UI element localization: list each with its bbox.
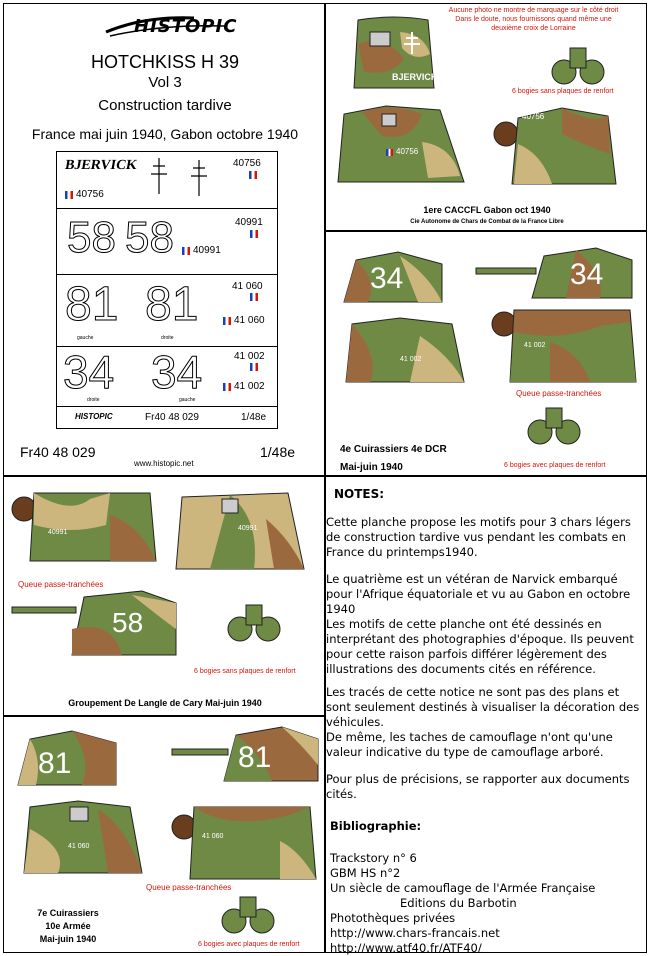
roundel-flag — [223, 317, 231, 325]
tank-front-view — [170, 801, 320, 883]
notes-paragraph: Le quatrième est un vétéran de Narvick embarqué pour l'Afrique équatoriale et vu au Gabon en octobre 1940 — [326, 572, 631, 616]
bibliography-item: GBM HS n°2 — [330, 866, 401, 880]
unit-title: 1ere CACCFL Gabon oct 1940 — [423, 205, 551, 215]
roundel-flag — [223, 383, 231, 391]
sheet-row-3 — [57, 274, 277, 347]
bogies-caption: 6 bogies avec plaques de renfort — [504, 462, 606, 469]
bogie-icon — [224, 601, 284, 645]
sheet-scale: 1/48e — [241, 412, 267, 423]
roundel-flag — [386, 149, 393, 156]
roundel-flag — [250, 230, 258, 238]
website-url: www.histopic.net — [134, 459, 194, 468]
sheet-footer — [57, 406, 277, 429]
roundel-flag — [250, 293, 258, 301]
serial-code: 41 002 — [234, 381, 265, 392]
unit-title: 4e Cuirassiers 4e DCR — [340, 444, 447, 455]
notes-body — [326, 515, 646, 802]
bibliography-item: Photothèques privées — [330, 911, 456, 925]
roundel-flag — [250, 363, 258, 371]
lorraine-cross-icon — [149, 158, 169, 194]
unit-title: Groupement De Langle de Cary Mai-juin 1940 — [68, 698, 262, 708]
sheet-ref: Fr40 48 029 — [145, 412, 199, 423]
turret-number: 34 — [570, 258, 604, 291]
notes-panel — [325, 476, 647, 953]
tank-rear-view — [332, 102, 472, 186]
turret-number-outline: 58 — [67, 213, 116, 262]
tank-rear-view — [10, 485, 160, 565]
langle-panel — [3, 476, 325, 716]
lorraine-cross-icon — [189, 160, 209, 196]
serial-code: 41 060 — [202, 833, 224, 840]
turret-number: 81 — [238, 741, 272, 774]
turret-number: 34 — [370, 262, 404, 295]
serial-code: 41 060 — [234, 315, 265, 326]
note-line: Aucune photo ne montre de marquage sur le côté droit — [448, 7, 619, 14]
serial-code: 40756 — [233, 158, 261, 169]
sheet-logo: HISTOPIC — [75, 412, 113, 421]
sheet-row-1 — [57, 152, 277, 208]
unit-line: Mai-juin 1940 — [39, 934, 97, 944]
turret-number-outline: 81 — [145, 278, 199, 331]
serial-code: 40991 — [235, 217, 263, 228]
unit-subtitle: Cie Autonome de Chars de Combat de la France Libre — [410, 219, 564, 225]
serial-code: 40756 — [396, 147, 419, 156]
cuir7-panel — [3, 716, 325, 953]
logo-text: HISTOPIC — [134, 16, 238, 37]
bogies-caption: 6 bogies avec plaques de renfort — [198, 941, 300, 948]
serial-code: 41 060 — [68, 843, 90, 850]
page-title: HOTCHKISS H 39 — [90, 52, 240, 72]
bjervick-name: BJERVICK — [63, 158, 139, 173]
tank-side-view-gun — [12, 589, 182, 659]
queue-caption: Queue passe-tranchées — [516, 389, 602, 398]
bibliography-link[interactable]: http://www.atf40.fr/ATF40/ — [330, 941, 482, 955]
notes-heading: NOTES: — [334, 487, 385, 501]
queue-caption: Queue passe-tranchées — [146, 883, 232, 892]
dates-label: France mai juin 1940, Gabon octobre 1940 — [31, 126, 299, 142]
bibliography-heading: Bibliographie: — [330, 819, 422, 833]
cuir4-panel — [325, 231, 647, 476]
bogie-icon — [548, 44, 608, 88]
notes-paragraph: Pour plus de précisions, se rapporter aux documents cités. — [326, 772, 630, 801]
unit-line: 10e Armée — [45, 921, 91, 931]
turret-number-outline: 34 — [151, 346, 203, 398]
notes-paragraph: De même, les taches de camouflage n'ont qu'une valeur indicative du type de camouflage arboré. — [326, 730, 613, 759]
bogie-icon — [524, 404, 584, 448]
unit-date: Mai-juin 1940 — [340, 462, 403, 473]
title-panel — [3, 3, 325, 476]
queue-caption: Queue passe-tranchées — [18, 580, 104, 589]
bibliography-link[interactable]: http://www.chars-francais.net — [330, 926, 500, 940]
roundel-flag — [182, 247, 190, 255]
bibliography-list — [330, 851, 646, 956]
unit-title — [18, 907, 118, 946]
tank-rear-view — [18, 799, 148, 877]
sheet-row-4 — [57, 346, 277, 407]
roundel-flag — [249, 171, 257, 179]
turret-number-outline: 34 — [63, 346, 115, 398]
notes-paragraph: Cette planche propose les motifs pour 3 chars légers de construction tardive vus pendant les combats en France du printemps1940. — [326, 515, 631, 559]
bibliography-item: Un siècle de camouflage de l'Armée Française — [330, 881, 596, 895]
serial-code: 40991 — [48, 529, 68, 536]
sheet-row-2 — [57, 208, 277, 275]
serial-code: 41 002 — [234, 351, 265, 362]
product-ref: Fr40 48 029 — [20, 444, 96, 460]
roundel-flag — [65, 191, 73, 199]
tank-rear-view — [340, 316, 470, 386]
serial-code: 40991 — [193, 245, 221, 256]
turret-number: 81 — [38, 747, 72, 780]
turret-number-outline: 81 — [65, 278, 119, 331]
unit-line: 7e Cuirassiers — [37, 908, 99, 918]
note-line: deuxième croix de Lorraine — [491, 25, 576, 32]
serial-code: 40991 — [238, 525, 258, 532]
side-label: gauche — [179, 397, 196, 403]
bibliography-item: Editions du Barbotin — [400, 896, 517, 910]
serial-code: 41 060 — [232, 281, 263, 292]
tank-side-view-gun — [476, 246, 636, 302]
bogie-icon — [218, 893, 278, 937]
decal-sheet — [56, 151, 278, 429]
serial-code: 41 002 — [524, 342, 546, 349]
product-scale: 1/48e — [260, 444, 296, 460]
histopic-logo — [104, 10, 238, 40]
notes-paragraph: Les tracés de cette notice ne sont pas des plans et sont seulement destinés à visualiser la décoration des véhicules. — [326, 685, 640, 729]
side-label: droite — [87, 397, 100, 403]
gabon-panel — [325, 3, 647, 231]
serial-code: 40756 — [522, 112, 545, 121]
subtitle: Construction tardive — [98, 97, 232, 114]
notes-paragraph: Les motifs de cette planche ont été dessinés en interprétant des photographies d'époque. Ils peuvent pour cette raison parfois différer légèrement des illustrations des documents cités en référence. — [326, 617, 634, 676]
serial-code: 41 002 — [400, 356, 422, 363]
note-line: Dans le doute, nous fournissons quand même une — [455, 16, 612, 23]
side-label: gauche — [77, 335, 94, 341]
side-label: droite — [161, 335, 174, 341]
turret-number-outline: 58 — [125, 213, 174, 262]
volume-label: Vol 3 — [148, 74, 182, 91]
tank-front-view — [492, 104, 622, 188]
bogies-caption: 6 bogies sans plaques de renfort — [512, 88, 614, 95]
bibliography-item: Trackstory n° 6 — [330, 851, 417, 865]
serial-code: 40756 — [76, 189, 104, 200]
tank-front-view — [490, 302, 640, 386]
turret-name: BJERVICK — [392, 72, 438, 82]
turret-number: 58 — [112, 607, 144, 638]
bogies-caption: 6 bogies sans plaques de renfort — [194, 668, 296, 675]
note-text — [426, 6, 641, 33]
